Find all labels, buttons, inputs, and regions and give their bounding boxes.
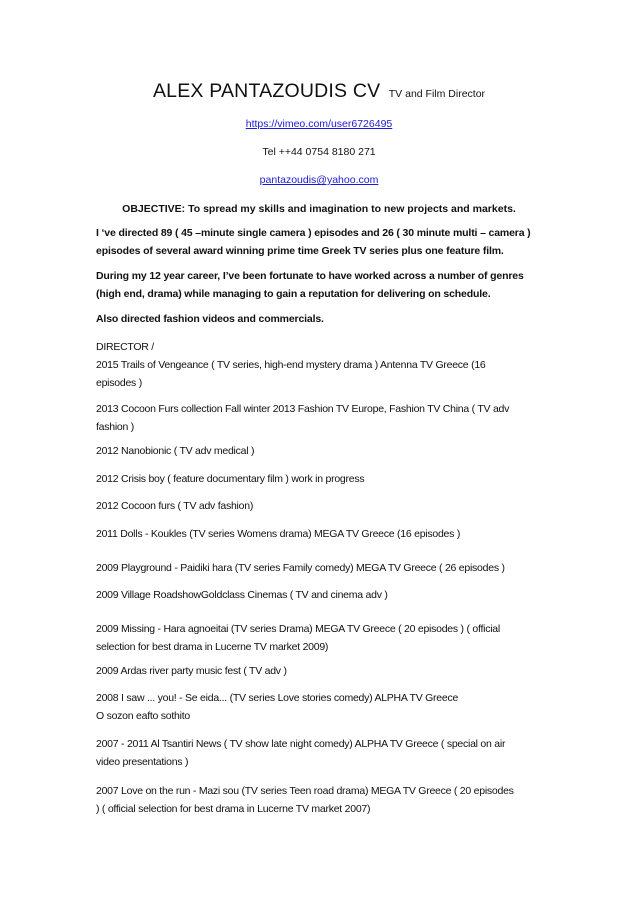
entry-line: 2012 Crisis boy ( feature documentary film ) work in progress [96,473,365,485]
entry-line: 2015 Trails of Vengeance ( TV series, high-end mystery drama ) Antenna TV Greece (16 [96,359,486,371]
cv-name: ALEX PANTAZOUDIS CV [152,80,381,102]
entry-line: 2009 Ardas river party music fest ( TV adv ) [96,665,287,677]
entry-line: 2009 Missing - Hara agnoeitai (TV series Drama) MEGA TV Greece ( 20 episodes ) ( official [96,623,500,635]
entry-item [96,735,551,771]
entry-line: selection for best drama in Lucerne TV market 2009) [96,641,329,653]
entry-line: O sozon eafto sothito [96,710,190,722]
entry-item [96,400,551,436]
section-label: DIRECTOR / [96,341,154,353]
entry-item [96,470,551,488]
summary-line: episodes of several award winning prime time Greek TV series plus one feature film. [96,245,504,257]
entry-item [96,497,551,515]
entry-line: 2009 Playground - Paidiki hara (TV series Family comedy) MEGA TV Greece ( 26 episodes ) [96,562,505,574]
entry-line: video presentations ) [96,756,189,768]
email-line [0,174,638,186]
entry-item [96,559,551,577]
director-section [96,338,551,392]
summary-paragraph-3 [96,310,551,328]
objective-statement: OBJECTIVE: To spread my skills and imagination to new projects and markets. [122,203,516,215]
entry-line: ) ( official selection for best drama in Lucerne TV market 2007) [96,803,371,815]
summary-line: (high end, drama) while managing to gain a reputation for delivering on schedule. [96,288,491,300]
phone-line: Tel ++44 0754 8180 271 [262,146,376,158]
entry-line: 2013 Cocoon Furs collection Fall winter 2013 Fashion TV Europe, Fashion TV China ( TV adv [96,403,510,415]
entry-line: 2008 I saw ... you! - Se eida... (TV series Love stories comedy) ALPHA TV Greece [96,692,459,704]
entry-item [96,586,551,604]
entry-item [96,662,551,680]
entry-line: 2012 Nanobionic ( TV adv medical ) [96,445,255,457]
summary-line: I ‘ve directed 89 ( 45 –minute single camera ) episodes and 26 ( 30 minute multi – camera ) [96,227,531,239]
entry-item [96,782,551,818]
email-link[interactable]: pantazoudis@yahoo.com [259,174,379,186]
entry-line: 2011 Dolls - Koukles (TV series Womens drama) MEGA TV Greece (16 episodes ) [96,528,461,540]
summary-line: During my 12 year career, I’ve been fortunate to have worked across a number of genres [96,270,524,282]
cv-role: TV and Film Director [388,88,486,100]
cv-title [0,80,638,103]
entry-item [96,525,551,543]
vimeo-line [0,118,638,130]
summary-paragraph-2 [96,267,551,303]
summary-line: Also directed fashion videos and commercials. [96,313,324,325]
entry-line: 2009 Village RoadshowGoldclass Cinemas ( TV and cinema adv ) [96,589,388,601]
summary-paragraph-1 [96,224,551,260]
entry-item [96,689,551,725]
entry-line: 2012 Cocoon furs ( TV adv fashion) [96,500,254,512]
vimeo-link[interactable]: https://vimeo.com/user6726495 [245,118,393,130]
entry-line: episodes ) [96,377,142,389]
entry-item [96,620,551,656]
entry-item [96,442,551,460]
entry-line: 2007 Love on the run - Mazi sou (TV series Teen road drama) MEGA TV Greece ( 20 episodes [96,785,514,797]
entry-line: 2007 - 2011 Al Tsantiri News ( TV show late night comedy) ALPHA TV Greece ( special on air [96,738,506,750]
entry-line: fashion ) [96,421,135,433]
